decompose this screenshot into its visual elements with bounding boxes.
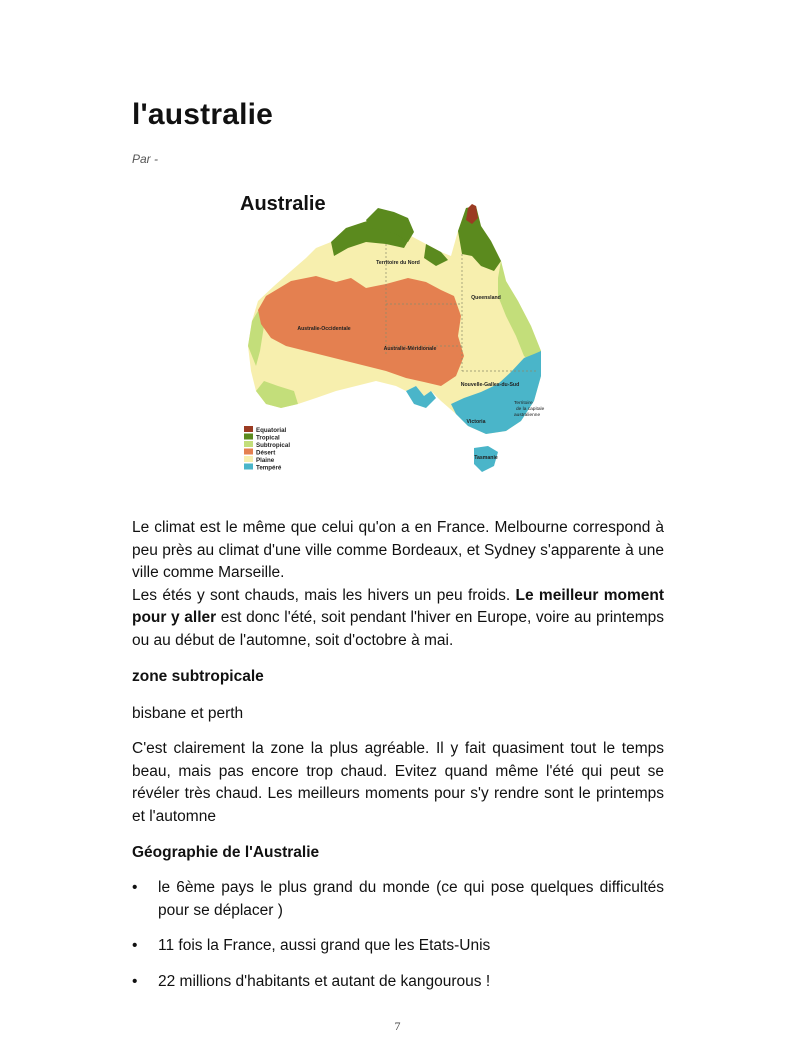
legend-label-desert: Désert xyxy=(256,449,276,457)
intro-highlight: Le meilleur moment pour y aller xyxy=(132,586,664,626)
bullet-icon: • xyxy=(132,937,138,954)
bullet-icon: • xyxy=(132,972,138,990)
label-queensland: Queensland xyxy=(471,295,501,301)
label-territoire-capitale-1: Territoire xyxy=(514,401,533,406)
geography-heading: Géographie de l'Australie xyxy=(132,844,320,861)
list-item xyxy=(132,971,664,994)
intro-paragraph xyxy=(132,517,664,652)
legend-label-plaine: Plaine xyxy=(256,457,275,464)
legend-label-equatorial: Equatorial xyxy=(256,427,287,434)
subtropical-cities: bisbane et perth xyxy=(132,705,244,722)
label-nouvelle-galles-du-sud: Nouvelle-Galles-du-Sud xyxy=(460,382,520,388)
list-item-text: 11 fois la France, aussi grand que les Etats-Unis xyxy=(158,937,491,954)
list-item xyxy=(132,935,664,958)
legend-swatch-desert xyxy=(244,449,253,455)
legend-label-tempere: Tempéré xyxy=(256,464,282,472)
intro-text-2a: Les étés y sont chauds, mais les hivers un peu froids. xyxy=(132,586,516,604)
intro-text-2c: est donc l'été, soit pendant l'hiver en Europe, voire au printemps ou au début de l'automne, soit d'octobre à mai. xyxy=(132,609,664,649)
label-territoire-capitale-3: australienne xyxy=(514,413,541,418)
legend-swatch-equatorial xyxy=(244,426,253,432)
label-australie-occidentale: Australie-Occidentale xyxy=(297,326,351,332)
legend-label-tropical: Tropical xyxy=(256,434,280,442)
intro-text-1: Le climat est le même que celui qu'on a en France. Melbourne correspond à peu près au climat d'une ville comme Bordeaux, et Sydney s'apparente à une ville comme Marseille. xyxy=(132,519,664,581)
bullet-icon: • xyxy=(132,879,138,896)
legend-swatch-tropical xyxy=(244,434,253,440)
legend-swatch-tempere xyxy=(244,464,253,470)
geography-list xyxy=(132,877,664,1006)
subtropical-paragraph: C'est clairement la zone la plus agréable. Il y fait quasiment tout le temps beau, mais pas encore trop chaud. Evitez quand même l'été qui peut se révéler très chaud. Les meilleurs moments pour s'y rendre sont le printemps et l'automne xyxy=(132,740,664,825)
australia-climate-map xyxy=(236,186,566,476)
label-australie-meridionale: Australie-Méridionale xyxy=(383,346,437,352)
map-legend xyxy=(244,426,290,472)
map-title: Australie xyxy=(240,193,326,215)
page-number: 7 xyxy=(394,1019,401,1033)
legend-swatch-plaine xyxy=(244,456,253,462)
legend-label-subtropical: Subtropical xyxy=(256,442,291,449)
list-item-text: le 6ème pays le plus grand du monde (ce qui pose quelques difficultés pour se déplacer ) xyxy=(158,879,664,919)
list-item-text: 22 millions d'habitants et autant de kangourous ! xyxy=(158,972,491,990)
label-territoire-du-nord: Territoire du Nord xyxy=(376,260,420,266)
label-victoria: Victoria xyxy=(466,419,486,425)
subtropical-heading: zone subtropicale xyxy=(132,668,264,685)
author-line: Par - xyxy=(132,152,159,166)
list-item xyxy=(132,877,664,922)
label-territoire-capitale-2: de la capitale xyxy=(516,407,545,412)
legend-swatch-subtropical xyxy=(244,441,253,447)
label-tasmanie: Tasmanie xyxy=(474,455,498,461)
page-title: l'australie xyxy=(132,98,274,131)
